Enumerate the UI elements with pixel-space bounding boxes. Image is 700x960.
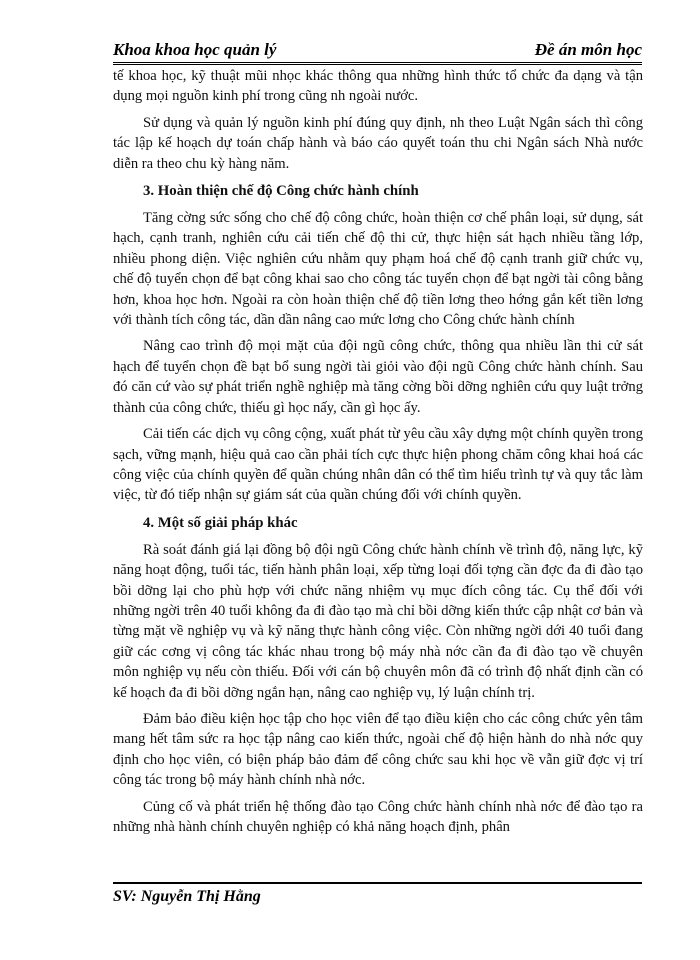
section-heading-3: 3. Hoàn thiện chế độ Công chức hành chính <box>143 183 419 200</box>
paragraph: Nâng cao trình độ mọi mặt của đội ngũ công chức, thông qua nhiều lần thi cử sát hạch để tuyển chọn đề bạt bổ sung ngời tài giỏi vào đội ngũ Công chức hành chính. Sau đó căn cứ vào sự phát triển nghề nghiệp mà tăng cờng bồi dỡng nghiên cứu quy luật trởng thành của công chức, thiếu gì học nấy, cần gì học ấy. <box>113 338 643 416</box>
paragraph: Rà soát đánh giá lại đồng bộ đội ngũ Công chức hành chính về trình độ, năng lực, kỹ năng hoạt động, tuổi tác, tiến hành phân loại, xếp từng loại đối tợng cần đợc đa đi đào tạo bồi dỡng lại cho phù hợp với chức năng nhiệm vụ mục đích công tác. Cụ thể đối với những ngời trên 40 tuổi không đa đi đào tạo mà chỉ bồi dỡng kiến thức cập nhật cơ bản và từng mặt về nghiệp vụ và kỹ năng thực hành công việc. Còn những ngời dới 40 tuổi đang giữ các cơng vị công tác khác nhau trong bộ máy nhà nớc cần đa đi đào tạo về chuyên môn nghiệp vụ nếu còn thiếu. Đối với cán bộ chuyên môn đã có trình độ nhất định cần có kế hoạch đa đi bồi dỡng ngắn hạn, nâng cao nghiệp vụ, lý luận chính trị. <box>113 541 643 701</box>
paragraph: Tăng cờng sức sống cho chế độ công chức, hoàn thiện cơ chế phân loại, sử dụng, sát hạch, cạnh tranh, nghiên cứu cải tiến chế độ thi cử, thực hiện sát hạch nhiều tầng lớp, nhiều phong diện. Việc nghiên cứu nhằm quy phạm hoá chế độ cạnh tranh giữ chức vụ, chế độ tuyển chọn để bạt công khai sao cho công tác tuyển chọn để bạt ngời tài công bằng hơn, khoa học hơn. Ngoài ra còn hoàn thiện chế độ tiền lơng theo hớng gắn kết tiền lơng với thành tích công tác, dần dần nâng cao mức lơng cho Công chức hành chính <box>113 210 643 329</box>
section-heading-4: 4. Một số giải pháp khác <box>143 514 298 531</box>
paragraph: Đảm bảo điều kiện học tập cho học viên để tạo điều kiện cho các công chức yên tâm mang hết tâm sức ra học tập nâng cao kiến thức, ngoài chế độ hiện hành do nhà nớc quy định cho học viên, có biện pháp bảo đảm để công chức sau khi học về vẫn giữ đợc vị trí công tác trong bộ máy hành chính nhà nớc. <box>113 710 643 789</box>
header-left: Khoa khoa học quản lý <box>113 40 277 59</box>
header-right: Đề án môn học <box>534 40 642 59</box>
paragraph: Cải tiến các dịch vụ công cộng, xuất phát từ yêu cầu xây dựng một chính quyền trong sạch, vững mạnh, hiệu quả cao cần phải tích cực thực hiện phong chăm công khai hoá các công việc của chính quyền để quần chúng nhân dân có thể tìm hiểu trình tự và quy tắc làm việc, từ đó tiếp nhận sự giám sát của quần chúng đối với chính quyền. <box>113 426 643 504</box>
paragraph: Sử dụng và quản lý nguồn kinh phí đúng quy định, nh theo Luật Ngân sách thì công tác lập kế hoạch dự toán chấp hành và báo cáo quyết toán thu chi Ngân sách Nhà nước diễn ra theo chu kỳ hàng năm. <box>113 114 643 172</box>
footer-author: SV: Nguyễn Thị Hằng <box>113 888 261 905</box>
page-header <box>113 38 642 65</box>
paragraph: tế khoa học, kỹ thuật mũi nhọc khác thông qua những hình thức tổ chức đa dạng và tận dụng mọi nguồn kinh phí trong cũng nh ngoài nước. <box>113 68 643 105</box>
paragraph: Củng cố và phát triển hệ thống đào tạo Công chức hành chính nhà nớc để đào tạo ra những nhà hành chính chuyên nghiệp có khả năng hoạch định, phân <box>113 798 643 835</box>
document-body <box>113 66 643 843</box>
page-footer <box>113 882 642 914</box>
